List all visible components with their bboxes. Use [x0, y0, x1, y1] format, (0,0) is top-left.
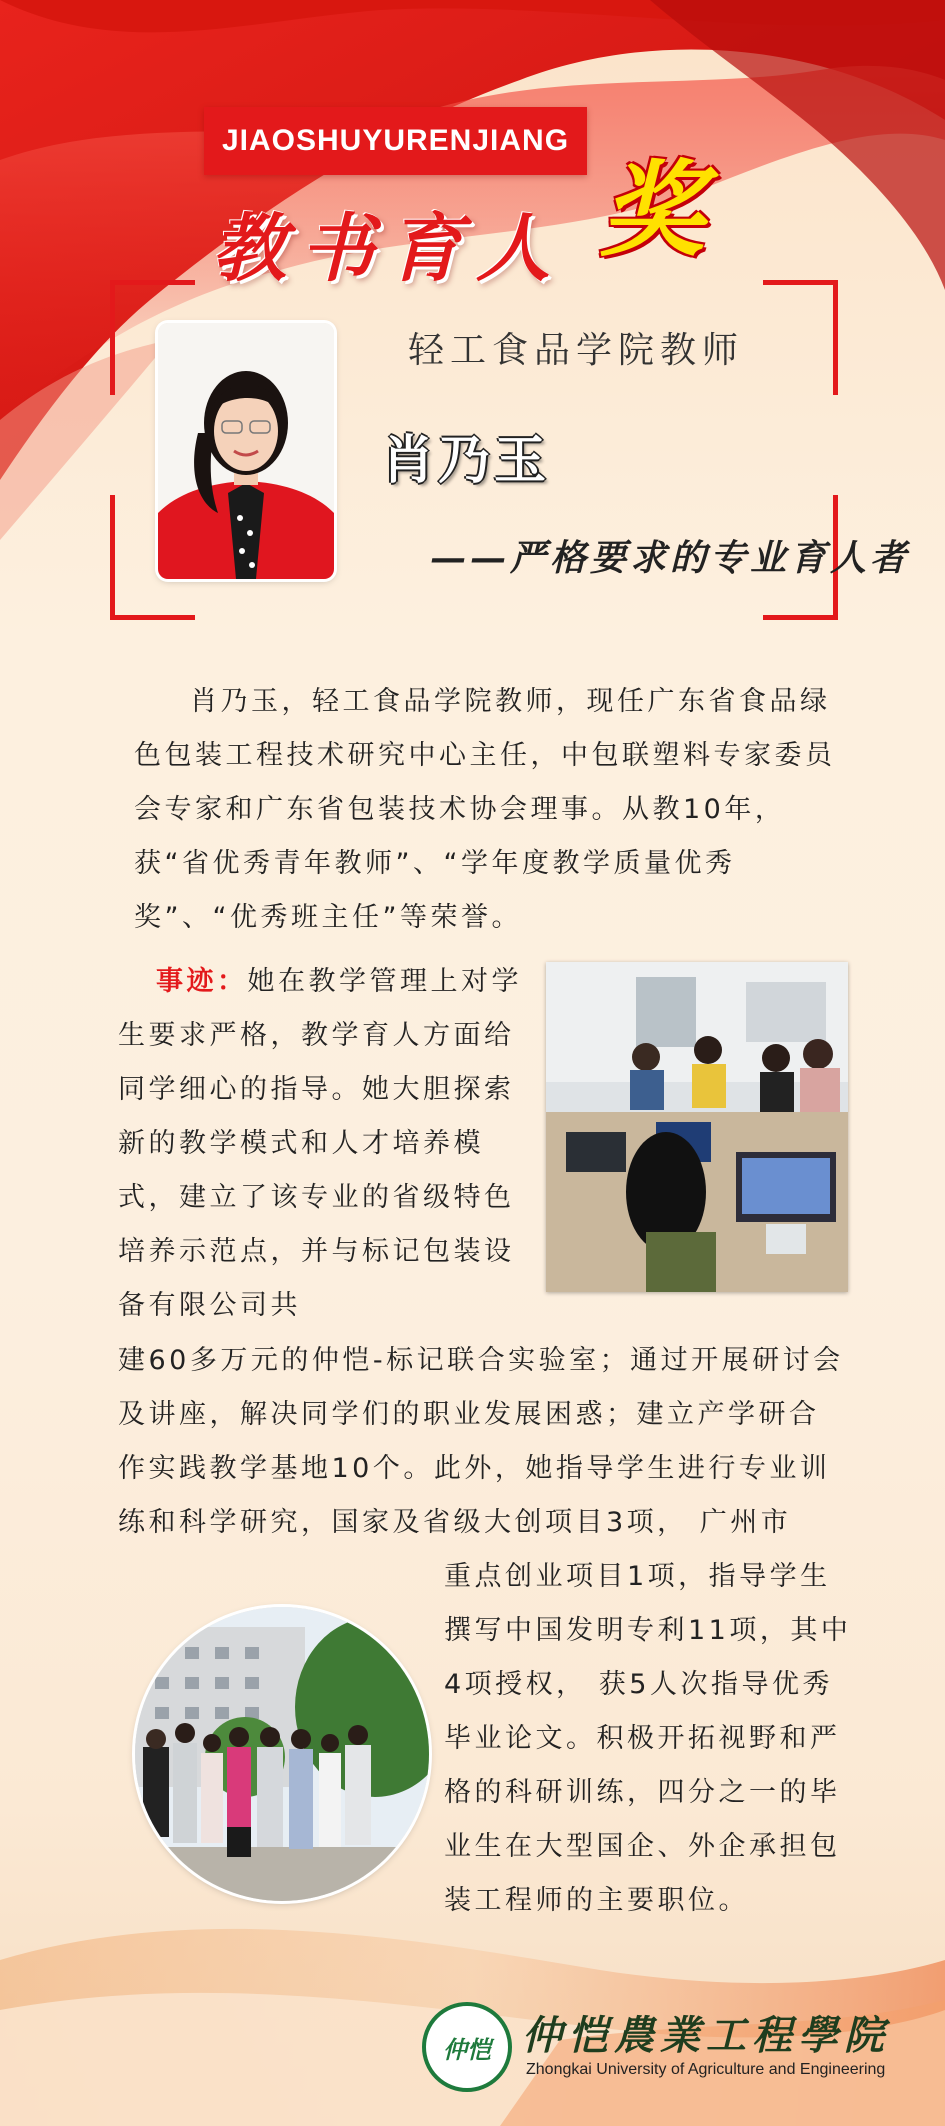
deeds-text-part1: 她在教学管理上对学生要求严格，教学育人方面给同学细心的指导。她大胆探索新的教学模式和人才培养模式，建立了该专业的省级特色培养示范点，并与标记包装设备有限公司共 — [118, 966, 522, 1321]
group-photo — [135, 1607, 429, 1901]
award-title: 教书育人 — [212, 206, 564, 292]
deeds-paragraph — [118, 955, 524, 1333]
university-name-chinese: 仲恺農業工程學院 — [522, 2012, 890, 2059]
teacher-name: 肖乃玉 — [382, 431, 551, 491]
award-highlight-char: 奖 — [600, 148, 705, 271]
classroom-photo — [546, 962, 848, 1292]
university-name-english: Zhongkai University of Agriculture and Engineering — [526, 2061, 886, 2078]
university-logo-seal: 仲恺 — [422, 2002, 512, 2092]
teacher-portrait — [158, 323, 334, 579]
deeds-text-part3: 重点创业项目1项，指导学生撰写中国发明专利11项，其中4项授权， 获5人次指导优秀毕业论文。积极开拓视野和严格的科研训练，四分之一的毕业生在大型国企、外企承担包装工程师的主要职位。 — [444, 1561, 852, 1916]
frame-corner-top-right — [763, 280, 838, 395]
intro-paragraph: 肖乃玉，轻工食品学院教师，现任广东省食品绿色包装工程技术研究中心主任，中包联塑料专家委员会专家和广东省包装技术协会理事。从教10年，获“省优秀青年教师”、“学年度教学质量优秀奖”、“优秀班主任”等荣誉。 — [134, 686, 836, 933]
deeds-text-part2: 建60多万元的仲恺-标记联合实验室；通过开展研讨会及讲座，解决同学们的职业发展困惑；建立产学研合 作实践教学基地10个。此外，她指导学生进行专业训练和科学研究，国家及省级大创项目3项， 广州市 — [118, 1345, 844, 1538]
deeds-label: 事迹： — [156, 966, 248, 997]
teacher-motto: ——严格要求的专业育人者 — [430, 537, 911, 579]
pinyin-tag: JIAOSHUYURENJIANG — [204, 107, 587, 175]
college-title: 轻工食品学院教师 — [408, 330, 745, 371]
